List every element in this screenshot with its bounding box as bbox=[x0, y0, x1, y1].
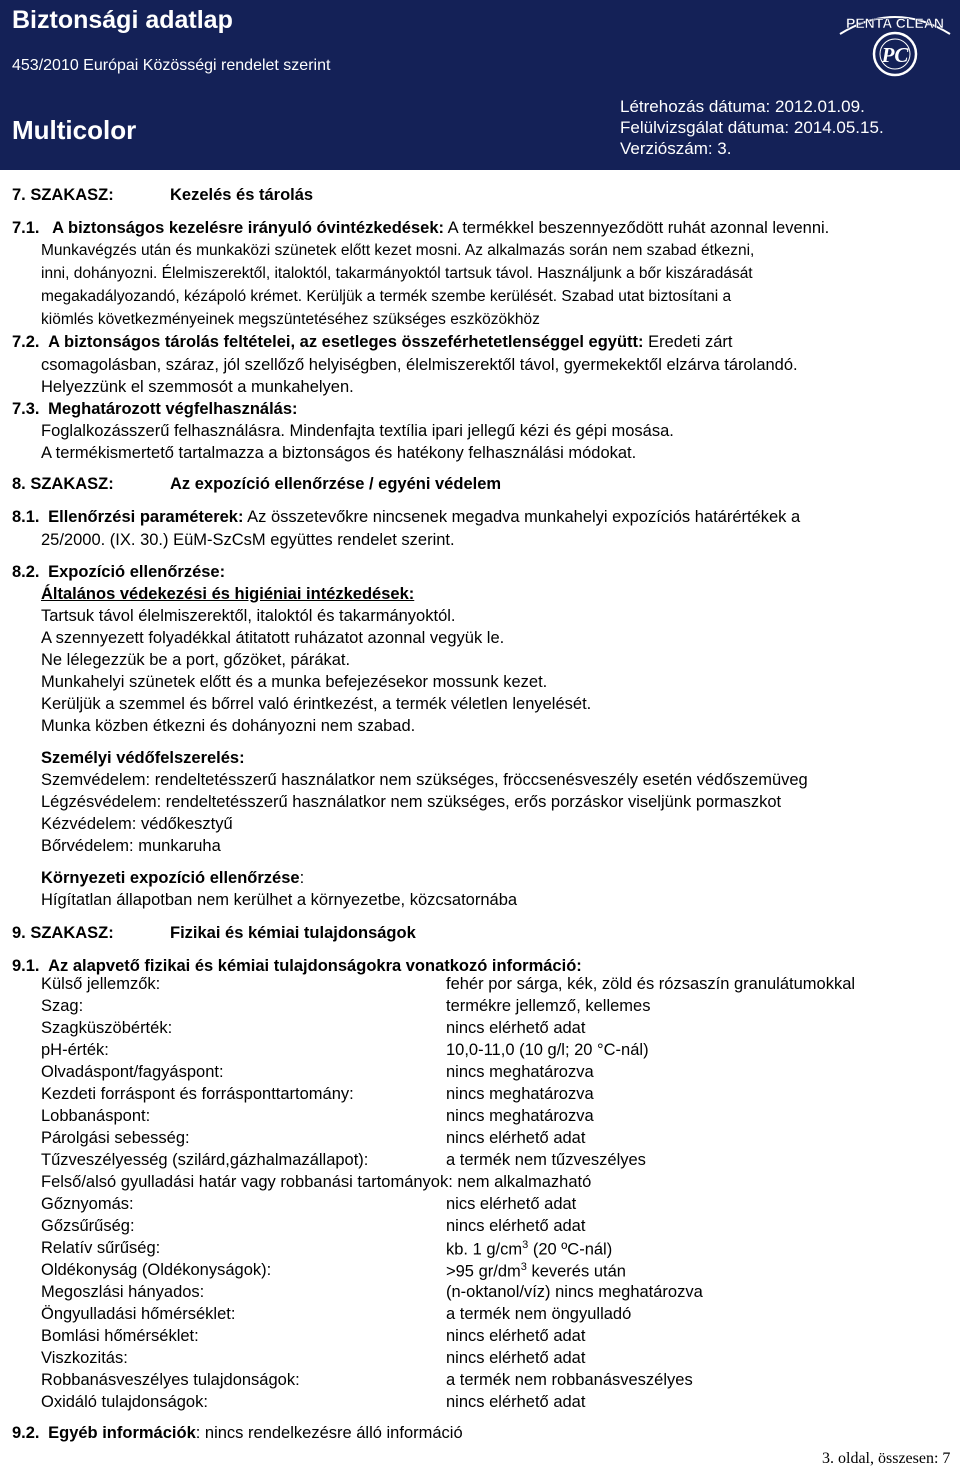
skin-protection-value: munkaruha bbox=[138, 837, 221, 855]
property-label: Felső/alsó gyulladási határ vagy robbanási tartományok: nem alkalmazható bbox=[41, 1173, 592, 1191]
property-row bbox=[41, 1063, 594, 1085]
property-label: Kezdeti forráspont és forrásponttartomány: bbox=[41, 1085, 354, 1103]
property-label: Relatív sűrűség: bbox=[41, 1239, 161, 1257]
para-8-1-text: Az összetevőkre nincsenek megadva munkahelyi expozíciós határértékek a bbox=[247, 508, 801, 526]
property-label: Oldékonyság (Oldékonyságok): bbox=[41, 1261, 272, 1279]
general-measure-line: Kerüljük a szemmel és bőrrel való érintkezést, a termék véletlen lenyelését. bbox=[41, 695, 592, 713]
property-row bbox=[41, 997, 651, 1019]
general-measure-line: A szennyezett folyadékkal átitatott ruházatot azonnal vegyük le. bbox=[41, 629, 505, 647]
property-row bbox=[41, 1305, 632, 1327]
para-9-1-heading: Az alapvető fizikai és kémiai tulajdonságokra vonatkozó információ: bbox=[48, 957, 582, 975]
property-row bbox=[41, 1195, 577, 1217]
property-row bbox=[41, 1041, 649, 1063]
section-7-title: Kezelés és tárolás bbox=[170, 186, 314, 204]
para-9-1-heading-line bbox=[12, 957, 582, 976]
para-7-1-line-5: kiömlés következményeinek megszüntetéséhez szükséges eszközökhöz bbox=[41, 311, 540, 328]
property-value-text: fehér por sárga, kék, zöld és rózsaszín granulátumokkal bbox=[446, 975, 856, 993]
para-7-1-line-4: megakadályozandó, kézápoló krémet. Kerüljük a termék szembe kerülését. Szabad utat biztosítani a bbox=[41, 288, 732, 305]
property-row bbox=[41, 1129, 586, 1151]
property-value-text: nincs meghatározva bbox=[446, 1085, 594, 1103]
property-value bbox=[446, 1217, 585, 1236]
section-9-title: Fizikai és kémiai tulajdonságok bbox=[170, 924, 416, 942]
created-date: Létrehozás dátuma: 2012.01.09. bbox=[620, 97, 865, 116]
property-value bbox=[446, 975, 855, 994]
property-value bbox=[446, 1283, 703, 1302]
property-value-text: a termék nem tűzveszélyes bbox=[446, 1151, 646, 1169]
para-8-1-heading: Ellenőrzési paraméterek: bbox=[48, 508, 244, 526]
property-value bbox=[446, 1349, 585, 1368]
property-value-text: nincs elérhető adat bbox=[446, 1129, 586, 1147]
property-value bbox=[446, 1305, 631, 1324]
property-label: Párolgási sebesség: bbox=[41, 1129, 190, 1147]
para-7-1-number: 7.1. bbox=[12, 219, 40, 237]
property-label: Gőzsűrűség: bbox=[41, 1217, 135, 1235]
general-measures-heading: Általános védekezési és higiéniai intézkedések: bbox=[41, 585, 415, 603]
property-value-text: termékre jellemző, kellemes bbox=[446, 997, 651, 1015]
property-label: Oxidáló tulajdonságok: bbox=[41, 1393, 208, 1411]
property-label: Megoszlási hányados: bbox=[41, 1283, 205, 1301]
para-7-3-heading-line bbox=[12, 400, 298, 419]
property-value bbox=[446, 1195, 576, 1214]
environmental-heading-line bbox=[41, 869, 304, 888]
ppe-respiratory-protection: Légzésvédelem: rendeltetésszerű használatkor nem szükséges, erős porzáskor viseljünk pormaszkot bbox=[41, 793, 782, 811]
property-row bbox=[41, 1173, 591, 1195]
general-measure-line: Munka közben étkezni és dohányozni nem szabad. bbox=[41, 717, 416, 735]
property-label: Bomlási hőmérséklet: bbox=[41, 1327, 199, 1345]
section-9-number: 9. SZAKASZ: bbox=[12, 924, 114, 942]
para-7-2-line-1 bbox=[12, 333, 733, 352]
property-row bbox=[41, 1349, 586, 1371]
section-8-title: Az expozíció ellenőrzése / egyéni védelem bbox=[170, 475, 502, 493]
general-measure-line: Tartsuk távol élelmiszerektől, italoktól és takarmányoktól. bbox=[41, 607, 456, 625]
property-row bbox=[41, 1283, 703, 1305]
para-9-2-heading: Egyéb információk bbox=[48, 1424, 196, 1442]
para-8-2-number: 8.2. bbox=[12, 563, 40, 581]
property-value-text: nics elérhető adat bbox=[446, 1195, 577, 1213]
property-label: Robbanásveszélyes tulajdonságok: bbox=[41, 1371, 300, 1389]
para-9-2-number: 9.2. bbox=[12, 1424, 40, 1442]
para-7-1-line-3: inni, dohányozni. Élelmiszerektől, italoktól, takarmányoktól tartsuk távol. Használjunk a bőr kiszáradását bbox=[41, 265, 753, 282]
para-8-1-number: 8.1. bbox=[12, 508, 40, 526]
penta-clean-logo bbox=[836, 4, 954, 78]
property-label: Szagküszöbérték: bbox=[41, 1019, 173, 1037]
property-row bbox=[41, 1085, 594, 1107]
property-value bbox=[446, 1019, 585, 1038]
property-value-text: kb. 1 g/cm bbox=[446, 1240, 523, 1259]
property-value bbox=[446, 997, 650, 1016]
property-value-text: a termék nem öngyulladó bbox=[446, 1305, 632, 1323]
document-dates bbox=[620, 96, 884, 159]
property-value bbox=[446, 1239, 612, 1260]
property-row bbox=[41, 1327, 586, 1349]
property-label: Gőznyomás: bbox=[41, 1195, 134, 1213]
environmental-heading: Környezeti expozíció ellenőrzése bbox=[41, 869, 300, 887]
property-label: Viszkozitás: bbox=[41, 1349, 128, 1367]
product-name: Multicolor bbox=[12, 115, 137, 145]
property-row bbox=[41, 1151, 646, 1173]
property-row bbox=[41, 1393, 586, 1415]
property-value bbox=[446, 1041, 649, 1060]
revised-date: Felülvizsgálat dátuma: 2014.05.15. bbox=[620, 118, 884, 137]
ppe-skin-protection bbox=[41, 837, 221, 856]
property-value bbox=[446, 1371, 693, 1390]
version-number: Verziószám: 3. bbox=[620, 139, 732, 158]
para-7-2-number: 7.2. bbox=[12, 333, 40, 351]
property-value bbox=[446, 1085, 594, 1104]
para-7-1-heading: A biztonságos kezelésre irányuló óvintézkedések: bbox=[52, 219, 444, 237]
environmental-heading-colon: : bbox=[299, 869, 305, 887]
property-value-text: a termék nem robbanásveszélyes bbox=[446, 1371, 693, 1389]
property-value bbox=[446, 1151, 646, 1170]
section-8-number: 8. SZAKASZ: bbox=[12, 475, 114, 493]
environmental-line: Hígítatlan állapotban nem kerülhet a környezetbe, közcsatornába bbox=[41, 891, 518, 909]
property-label: Öngyulladási hőmérséklet: bbox=[41, 1305, 236, 1323]
property-value-superscript: 3 bbox=[522, 1239, 529, 1251]
regulation-subtitle: 453/2010 Európai Közösségi rendelet szerint bbox=[12, 57, 331, 74]
property-value-tail: keverés után bbox=[526, 1262, 626, 1281]
para-7-1-line-2: Munkavégzés után és munkaközi szünetek előtt kezet mosni. Az alkalmazás során nem szabad étkezni, bbox=[41, 242, 755, 259]
property-value-text: 10,0-11,0 (10 g/l; 20 °C-nál) bbox=[446, 1041, 649, 1059]
ppe-heading: Személyi védőfelszerelés: bbox=[41, 749, 245, 767]
property-value bbox=[446, 1261, 626, 1282]
para-7-1-line-1 bbox=[12, 219, 829, 238]
property-label: Külső jellemzők: bbox=[41, 975, 161, 993]
para-7-3-line-1: Foglalkozásszerű felhasználásra. Mindenfajta textília ipari jellegű kézi és gépi mosása. bbox=[41, 422, 674, 440]
document-title: Biztonsági adatlap bbox=[12, 6, 233, 34]
property-row bbox=[41, 1261, 626, 1283]
property-label: Tűzveszélyesség (szilárd,gázhalmazállapot): bbox=[41, 1151, 369, 1169]
property-row bbox=[41, 1371, 693, 1393]
para-7-2-heading: A biztonságos tárolás feltételei, az esetleges összeférhetetlenséggel együtt: bbox=[48, 333, 644, 351]
para-7-3-number: 7.3. bbox=[12, 400, 40, 418]
property-row bbox=[41, 1019, 586, 1041]
page-number: 3. oldal, összesen: 7 bbox=[822, 1450, 951, 1467]
logo-text: PENTA CLEAN bbox=[846, 15, 944, 31]
property-row bbox=[41, 975, 856, 997]
para-8-2-heading-line bbox=[12, 563, 225, 582]
property-value bbox=[446, 1393, 585, 1412]
para-7-3-line-2: A termékismertető tartalmazza a biztonságos és hatékony felhasználási módokat. bbox=[41, 444, 637, 462]
property-value-text: >95 gr/dm bbox=[446, 1262, 521, 1281]
para-9-2-line bbox=[12, 1424, 463, 1443]
property-value bbox=[446, 1063, 594, 1082]
property-value-text: nincs meghatározva bbox=[446, 1063, 594, 1081]
section-7-number: 7. SZAKASZ: bbox=[12, 186, 114, 204]
property-value-text: nincs elérhető adat bbox=[446, 1327, 586, 1345]
property-label: pH-érték: bbox=[41, 1041, 109, 1059]
property-value-text: nincs elérhető adat bbox=[446, 1217, 586, 1235]
property-value bbox=[446, 1129, 585, 1148]
section-8-heading bbox=[12, 475, 502, 494]
property-value-superscript: 3 bbox=[520, 1261, 527, 1273]
section-7-heading bbox=[12, 186, 314, 205]
ppe-hand-protection: Kézvédelem: védőkesztyű bbox=[41, 815, 233, 833]
property-value bbox=[446, 1107, 594, 1126]
para-7-1-text: A termékkel beszennyeződött ruhát azonnal levenni. bbox=[447, 219, 830, 237]
para-8-2-heading: Expozíció ellenőrzése: bbox=[48, 563, 226, 581]
property-row bbox=[41, 1107, 594, 1129]
property-label: Lobbanáspont: bbox=[41, 1107, 151, 1125]
property-value bbox=[446, 1327, 585, 1346]
skin-protection-label: Bőrvédelem: bbox=[41, 837, 134, 855]
para-9-1-number: 9.1. bbox=[12, 957, 40, 975]
property-row bbox=[41, 1217, 586, 1239]
logo-monogram: PC bbox=[881, 43, 909, 67]
para-7-3-heading: Meghatározott végfelhasználás: bbox=[48, 400, 298, 418]
section-9-heading bbox=[12, 924, 416, 943]
general-measure-line: Ne lélegezzük be a port, gőzöket, párákat. bbox=[41, 651, 351, 669]
property-value-text: nincs elérhető adat bbox=[446, 1349, 586, 1367]
para-7-2-line-2: csomagolásban, száraz, jól szellőző helyiségben, élelmiszerektől távol, gyermekektől elzárva tárolandó. bbox=[41, 356, 798, 374]
property-row bbox=[41, 1239, 613, 1261]
property-value-text: nincs elérhető adat bbox=[446, 1393, 586, 1411]
ppe-eye-protection: Szemvédelem: rendeltetésszerű használatkor nem szükséges, fröccsenésveszély esetén védőszemüveg bbox=[41, 771, 808, 789]
general-measure-line: Munkahelyi szünetek előtt és a munka befejezésekor mossunk kezet. bbox=[41, 673, 548, 691]
para-8-1-line-2: 25/2000. (IX. 30.) EüM-SzCsM együttes rendelet szerint. bbox=[41, 531, 455, 549]
property-label: Szag: bbox=[41, 997, 84, 1015]
para-9-2-text: : nincs rendelkezésre álló információ bbox=[195, 1424, 463, 1442]
property-value-tail: (20 ºC-nál) bbox=[528, 1240, 613, 1259]
property-label: Olvadáspont/fagyáspont: bbox=[41, 1063, 224, 1081]
para-7-2-text: Eredeti zárt bbox=[648, 333, 733, 351]
para-7-2-line-3: Helyezzünk el szemmosót a munkahelyen. bbox=[41, 378, 354, 396]
para-8-1-line-1 bbox=[12, 508, 800, 527]
property-value-text: nincs meghatározva bbox=[446, 1107, 594, 1125]
property-value-text: nincs elérhető adat bbox=[446, 1019, 586, 1037]
property-value-text: (n-oktanol/víz) nincs meghatározva bbox=[446, 1283, 703, 1301]
